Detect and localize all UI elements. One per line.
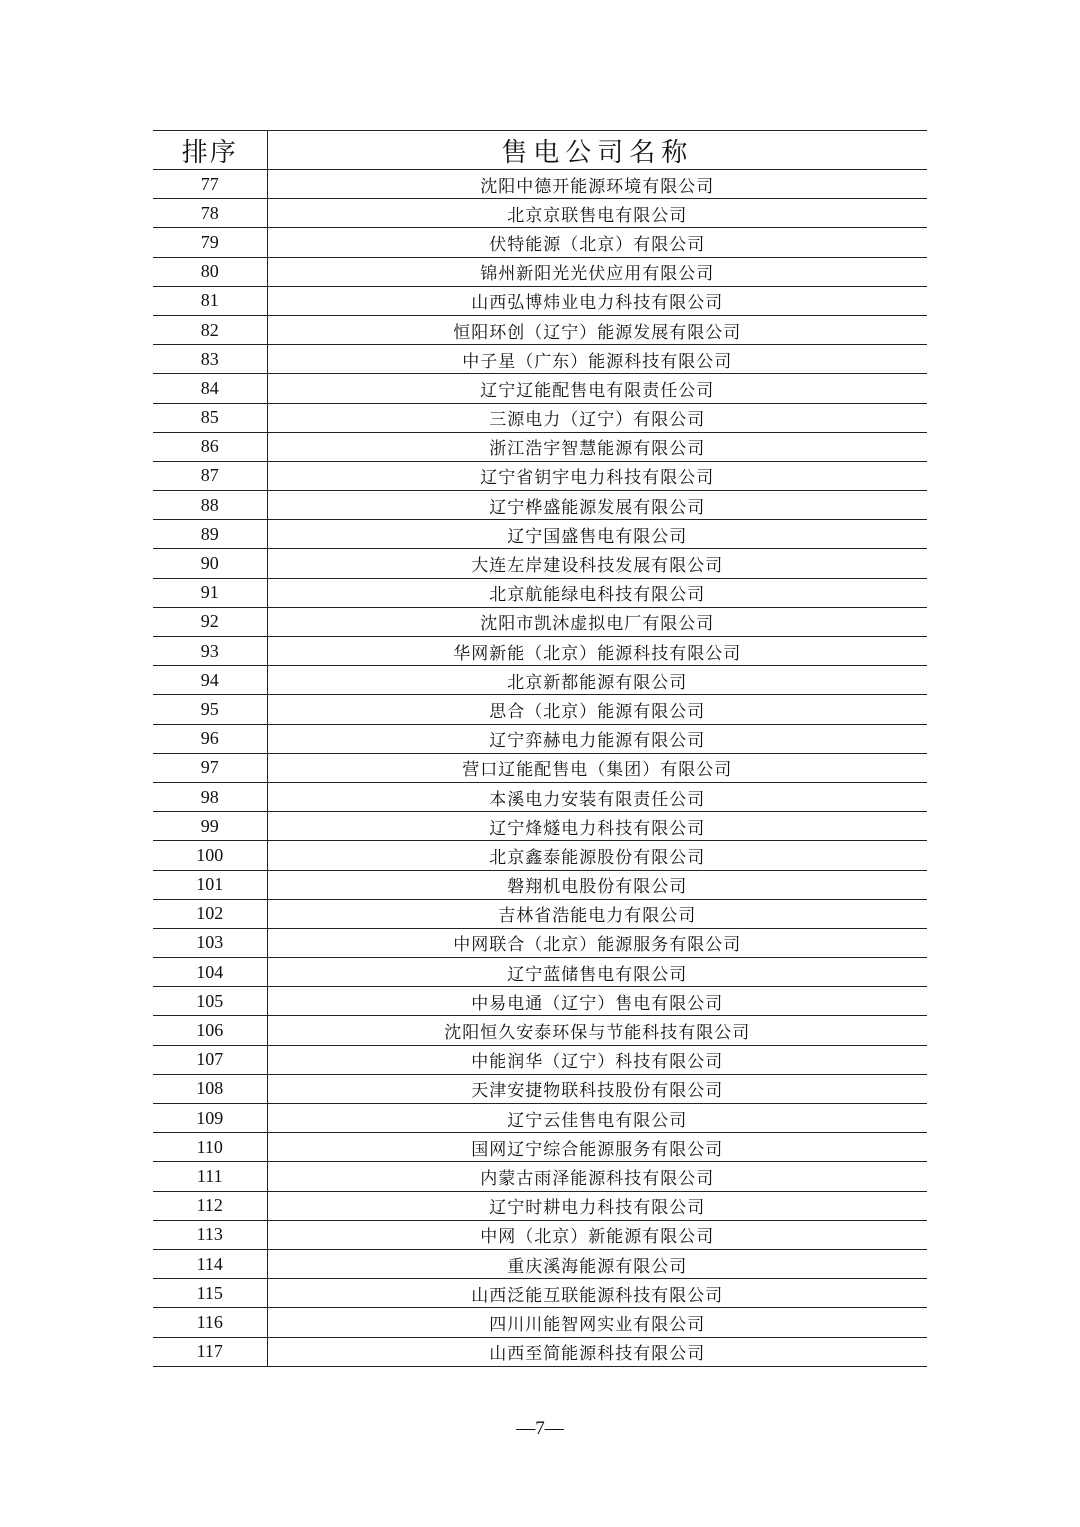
company-name-cell: 浙江浩宇智慧能源有限公司: [267, 432, 927, 461]
table-row: [153, 1308, 927, 1337]
table-row: [153, 1104, 927, 1133]
table-row: [153, 666, 927, 695]
rank-cell: 107: [153, 1045, 267, 1074]
rank-cell: 81: [153, 286, 267, 315]
table-row: [153, 257, 927, 286]
rank-cell: 77: [153, 170, 267, 199]
company-name-cell: 沈阳中德开能源环境有限公司: [267, 170, 927, 199]
table-row: [153, 812, 927, 841]
company-name-cell: 北京航能绿电科技有限公司: [267, 578, 927, 607]
company-name-cell: 四川川能智网实业有限公司: [267, 1308, 927, 1337]
rank-cell: 97: [153, 753, 267, 782]
company-name-cell: 中子星（广东）能源科技有限公司: [267, 345, 927, 374]
rank-cell: 116: [153, 1308, 267, 1337]
table-row: [153, 958, 927, 987]
company-name-cell: 重庆溪海能源有限公司: [267, 1249, 927, 1278]
table-row: [153, 403, 927, 432]
rank-cell: 111: [153, 1162, 267, 1191]
company-name-cell: 辽宁辽能配售电有限责任公司: [267, 374, 927, 403]
company-name-cell: 辽宁烽燧电力科技有限公司: [267, 812, 927, 841]
company-name-cell: 辽宁云佳售电有限公司: [267, 1104, 927, 1133]
rank-cell: 95: [153, 695, 267, 724]
table-row: [153, 637, 927, 666]
table-row: [153, 315, 927, 344]
table-row: [153, 578, 927, 607]
table-row: [153, 1249, 927, 1278]
rank-cell: 114: [153, 1249, 267, 1278]
table-row: [153, 1220, 927, 1249]
rank-cell: 84: [153, 374, 267, 403]
table-row: [153, 1074, 927, 1103]
rank-cell: 89: [153, 520, 267, 549]
rank-cell: 78: [153, 199, 267, 228]
table-row: [153, 199, 927, 228]
rank-cell: 93: [153, 637, 267, 666]
table-row: [153, 345, 927, 374]
table-row: [153, 461, 927, 490]
company-name-cell: 锦州新阳光光伏应用有限公司: [267, 257, 927, 286]
table-row: [153, 491, 927, 520]
rank-cell: 82: [153, 315, 267, 344]
company-name-cell: 山西弘博炜业电力科技有限公司: [267, 286, 927, 315]
company-name-cell: 沈阳恒久安泰环保与节能科技有限公司: [267, 1016, 927, 1045]
company-name-cell: 吉林省浩能电力有限公司: [267, 899, 927, 928]
company-name-cell: 中网（北京）新能源有限公司: [267, 1220, 927, 1249]
company-name-cell: 北京京联售电有限公司: [267, 199, 927, 228]
rank-cell: 110: [153, 1133, 267, 1162]
rank-cell: 85: [153, 403, 267, 432]
page-number: —7—: [516, 1418, 564, 1439]
company-name-cell: 中网联合（北京）能源服务有限公司: [267, 928, 927, 957]
company-name-cell: 磐翔机电股份有限公司: [267, 870, 927, 899]
rank-cell: 99: [153, 812, 267, 841]
company-name-cell: 辽宁时耕电力科技有限公司: [267, 1191, 927, 1220]
table-row: [153, 753, 927, 782]
company-name-cell: 国网辽宁综合能源服务有限公司: [267, 1133, 927, 1162]
company-name-cell: 中能润华（辽宁）科技有限公司: [267, 1045, 927, 1074]
table-row: [153, 1279, 927, 1308]
company-name-cell: 大连左岸建设科技发展有限公司: [267, 549, 927, 578]
company-name-cell: 思合（北京）能源有限公司: [267, 695, 927, 724]
company-name-column-header: 售电公司名称: [267, 131, 927, 170]
rank-cell: 101: [153, 870, 267, 899]
table-row: [153, 1191, 927, 1220]
table-row: [153, 724, 927, 753]
rank-cell: 117: [153, 1337, 267, 1366]
rank-cell: 83: [153, 345, 267, 374]
company-name-cell: 辽宁蓝储售电有限公司: [267, 958, 927, 987]
table-row: [153, 549, 927, 578]
table-row: [153, 374, 927, 403]
company-name-cell: 恒阳环创（辽宁）能源发展有限公司: [267, 315, 927, 344]
table-row: [153, 899, 927, 928]
company-name-cell: 沈阳市凯沐虚拟电厂有限公司: [267, 607, 927, 636]
table-row: [153, 841, 927, 870]
rank-cell: 94: [153, 666, 267, 695]
rank-cell: 86: [153, 432, 267, 461]
company-name-cell: 三源电力（辽宁）有限公司: [267, 403, 927, 432]
company-name-cell: 天津安捷物联科技股份有限公司: [267, 1074, 927, 1103]
table-row: [153, 1337, 927, 1366]
table-row: [153, 1133, 927, 1162]
rank-cell: 100: [153, 841, 267, 870]
table-row: [153, 432, 927, 461]
rank-cell: 96: [153, 724, 267, 753]
rank-cell: 102: [153, 899, 267, 928]
rank-cell: 106: [153, 1016, 267, 1045]
company-name-cell: 辽宁弈赫电力能源有限公司: [267, 724, 927, 753]
company-name-cell: 辽宁国盛售电有限公司: [267, 520, 927, 549]
table-body: [153, 170, 927, 1367]
rank-cell: 105: [153, 987, 267, 1016]
company-ranking-table: [153, 130, 927, 1367]
table-row: [153, 782, 927, 811]
table-row: [153, 286, 927, 315]
table-row: [153, 607, 927, 636]
company-name-cell: 山西至简能源科技有限公司: [267, 1337, 927, 1366]
rank-cell: 87: [153, 461, 267, 490]
rank-cell: 115: [153, 1279, 267, 1308]
rank-cell: 80: [153, 257, 267, 286]
table-row: [153, 987, 927, 1016]
company-name-cell: 辽宁省钥宇电力科技有限公司: [267, 461, 927, 490]
rank-cell: 98: [153, 782, 267, 811]
company-name-cell: 北京新都能源有限公司: [267, 666, 927, 695]
rank-cell: 113: [153, 1220, 267, 1249]
table-row: [153, 928, 927, 957]
company-name-cell: 辽宁桦盛能源发展有限公司: [267, 491, 927, 520]
company-name-cell: 本溪电力安装有限责任公司: [267, 782, 927, 811]
company-name-cell: 内蒙古雨泽能源科技有限公司: [267, 1162, 927, 1191]
table-row: [153, 228, 927, 257]
company-name-cell: 营口辽能配售电（集团）有限公司: [267, 753, 927, 782]
company-name-cell: 北京鑫泰能源股份有限公司: [267, 841, 927, 870]
company-name-cell: 伏特能源（北京）有限公司: [267, 228, 927, 257]
table-row: [153, 695, 927, 724]
company-name-cell: 山西泛能互联能源科技有限公司: [267, 1279, 927, 1308]
company-name-cell: 中易电通（辽宁）售电有限公司: [267, 987, 927, 1016]
rank-cell: 88: [153, 491, 267, 520]
rank-cell: 108: [153, 1074, 267, 1103]
rank-cell: 104: [153, 958, 267, 987]
table-row: [153, 520, 927, 549]
table-row: [153, 1162, 927, 1191]
rank-cell: 91: [153, 578, 267, 607]
table-row: [153, 170, 927, 199]
rank-cell: 109: [153, 1104, 267, 1133]
company-name-cell: 华网新能（北京）能源科技有限公司: [267, 637, 927, 666]
table-row: [153, 1016, 927, 1045]
rank-cell: 90: [153, 549, 267, 578]
table-row: [153, 870, 927, 899]
table-row: [153, 1045, 927, 1074]
rank-cell: 103: [153, 928, 267, 957]
rank-cell: 112: [153, 1191, 267, 1220]
rank-column-header: 排序: [153, 131, 267, 170]
table-header-row: [153, 131, 927, 170]
rank-cell: 92: [153, 607, 267, 636]
rank-cell: 79: [153, 228, 267, 257]
